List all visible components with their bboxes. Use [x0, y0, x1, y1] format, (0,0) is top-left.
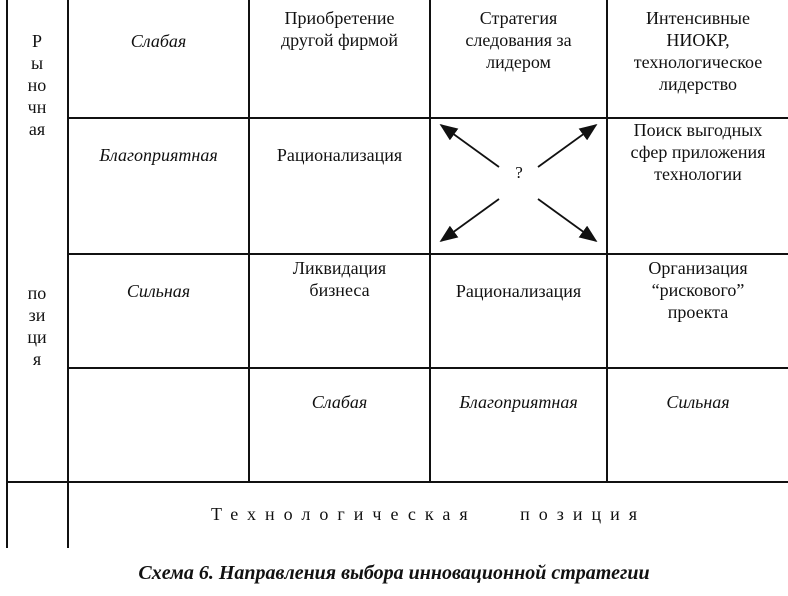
row-label-favorable: Благоприятная — [99, 145, 218, 165]
cell-weak-favorable: Стратегия следования за лидером — [465, 8, 572, 72]
cell-weak-strong: Интенсивные НИОКР, технологическое лидерство — [633, 8, 763, 94]
vertical-axis-word2: позиция — [27, 283, 47, 369]
question-mark: ? — [515, 163, 523, 182]
cell-strong-favorable: Рационализация — [455, 281, 582, 301]
arrow-down-left — [441, 199, 499, 241]
vertical-axis-word1: Рыночная — [27, 31, 47, 139]
cell-strong-strong: Организация “рискового” проекта — [648, 258, 748, 322]
row-label-weak: Слабая — [130, 31, 187, 51]
arrow-down-right — [538, 199, 596, 241]
direction-arrows-diagram — [431, 119, 606, 253]
horizontal-axis-label: Технологическая позиция — [210, 504, 647, 524]
cell-favorable-strong: Поиск выгодных сфер приложения технологии — [630, 120, 766, 184]
grid-line-axis — [67, 0, 69, 548]
figure-caption: Схема 6. Направления выбора инновационной стратегии — [138, 562, 650, 584]
grid-line-row2 — [67, 253, 788, 255]
col-label-strong: Сильная — [666, 392, 730, 412]
col-label-favorable: Благоприятная — [459, 392, 578, 412]
cell-favorable-weak: Рационализация — [276, 145, 403, 165]
arrow-up-left — [441, 125, 499, 167]
grid-line-row3 — [67, 367, 788, 369]
cell-strong-weak: Ликвидация бизнеса — [292, 258, 387, 300]
grid-line-left — [6, 0, 8, 548]
col-label-weak: Слабая — [311, 392, 368, 412]
cell-weak-weak: Приобретение другой фирмой — [280, 8, 399, 50]
row-label-strong: Сильная — [126, 281, 191, 301]
grid-line-bottom — [6, 481, 788, 483]
arrow-up-right — [538, 125, 596, 167]
